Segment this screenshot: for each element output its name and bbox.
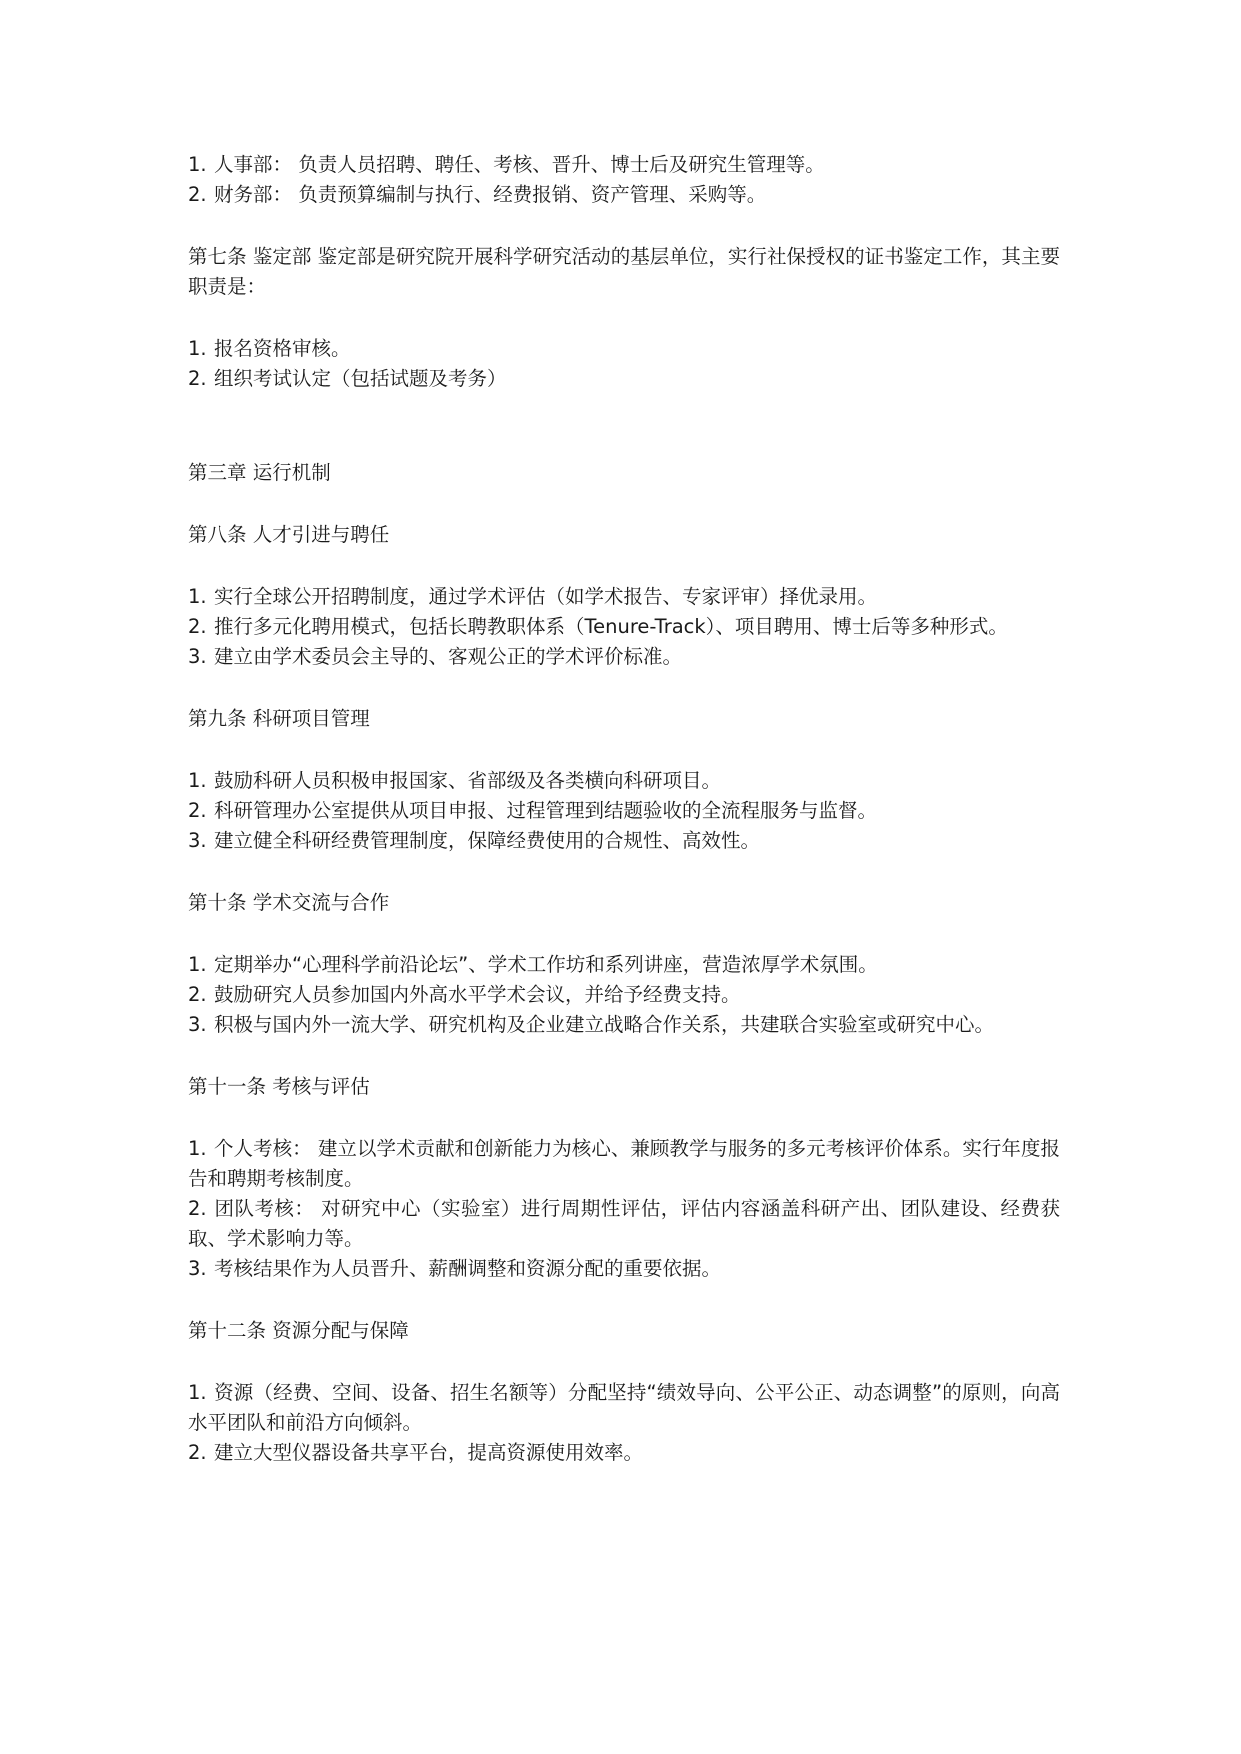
item-number: 2. [188, 799, 207, 822]
item-text: 组织考试认定（包括试题及考务） [214, 367, 507, 390]
list-item [188, 950, 1060, 980]
item-number: 1. [188, 1381, 207, 1404]
item-number: 1. [188, 769, 207, 792]
item-number: 3. [188, 645, 207, 668]
item-number: 1. [188, 953, 207, 976]
item-text: 报名资格审核。 [214, 337, 351, 360]
list-item [188, 1194, 1060, 1254]
item-number: 1. [188, 153, 207, 176]
article-heading: 第十条 学术交流与合作 [188, 891, 390, 914]
list-item [188, 1378, 1060, 1438]
article-heading: 第十二条 资源分配与保障 [188, 1319, 409, 1342]
item-number: 2. [188, 1441, 207, 1464]
item-text: 实行全球公开招聘制度，通过学术评估（如学术报告、专家评审）择优录用。 [214, 585, 878, 608]
list-item [188, 334, 1060, 364]
list-item [188, 766, 1060, 796]
item-number: 2. [188, 983, 207, 1006]
list-item [188, 1438, 1060, 1468]
item-text: 团队考核： 对研究中心（实验室）进行周期性评估，评估内容涵盖科研产出、团队建设、经费获取、学术影响力等。 [188, 1197, 1060, 1250]
list-item [188, 1254, 1060, 1284]
item-text: 人事部： 负责人员招聘、聘任、考核、晋升、博士后及研究生管理等。 [214, 153, 825, 176]
item-text: 推行多元化聘用模式，包括长聘教职体系（Tenure-Track）、项目聘用、博士后等多种形式。 [214, 615, 1008, 638]
item-number: 1. [188, 1137, 207, 1160]
department-list [188, 150, 1060, 210]
list-item [188, 612, 1060, 642]
list-item [188, 1134, 1060, 1194]
item-text: 鼓励科研人员积极申报国家、省部级及各类横向科研项目。 [214, 769, 722, 792]
item-text: 鼓励研究人员参加国内外高水平学术会议，并给予经费支持。 [214, 983, 741, 1006]
item-text: 建立大型仪器设备共享平台，提高资源使用效率。 [214, 1441, 644, 1464]
list-item [188, 364, 1060, 394]
list-item [188, 796, 1060, 826]
item-text: 科研管理办公室提供从项目申报、过程管理到结题验收的全流程服务与监督。 [214, 799, 878, 822]
item-number: 1. [188, 337, 207, 360]
list-item [188, 980, 1060, 1010]
article-heading: 第九条 科研项目管理 [188, 707, 370, 730]
item-number: 2. [188, 183, 207, 206]
duty-list [188, 334, 1060, 394]
item-number: 2. [188, 1197, 207, 1220]
chapter-heading: 第三章 运行机制 [188, 461, 331, 484]
item-text: 财务部： 负责预算编制与执行、经费报销、资产管理、采购等。 [214, 183, 767, 206]
article-10-list [188, 950, 1060, 1040]
article-heading: 第八条 人才引进与聘任 [188, 523, 390, 546]
list-item [188, 180, 1060, 210]
item-text: 资源（经费、空间、设备、招生名额等）分配坚持“绩效导向、公平公正、动态调整”的原则，向高水平团队和前沿方向倾斜。 [188, 1381, 1060, 1434]
item-number: 3. [188, 829, 207, 852]
list-item [188, 826, 1060, 856]
list-item [188, 642, 1060, 672]
item-text: 定期举办“心理科学前沿论坛”、学术工作坊和系列讲座，营造浓厚学术氛围。 [214, 953, 878, 976]
list-item [188, 582, 1060, 612]
article-9-list [188, 766, 1060, 856]
item-number: 3. [188, 1013, 207, 1036]
article-heading: 第十一条 考核与评估 [188, 1075, 370, 1098]
item-number: 3. [188, 1257, 207, 1280]
item-text: 建立由学术委员会主导的、客观公正的学术评价标准。 [214, 645, 683, 668]
item-text: 个人考核： 建立以学术贡献和创新能力为核心、兼顾教学与服务的多元考核评价体系。实行年度报告和聘期考核制度。 [188, 1137, 1060, 1190]
item-number: 2. [188, 367, 207, 390]
article-12-list [188, 1378, 1060, 1468]
list-item [188, 1010, 1060, 1040]
item-text: 积极与国内外一流大学、研究机构及企业建立战略合作关系，共建联合实验室或研究中心。 [214, 1013, 995, 1036]
article-7-paragraph: 第七条 鉴定部 鉴定部是研究院开展科学研究活动的基层单位，实行社保授权的证书鉴定工作，其主要职责是： [188, 245, 1060, 298]
article-8-list [188, 582, 1060, 672]
item-number: 1. [188, 585, 207, 608]
item-number: 2. [188, 615, 207, 638]
item-text: 建立健全科研经费管理制度，保障经费使用的合规性、高效性。 [214, 829, 761, 852]
list-item [188, 150, 1060, 180]
document-page [188, 150, 1060, 1468]
article-11-list [188, 1134, 1060, 1284]
item-text: 考核结果作为人员晋升、薪酬调整和资源分配的重要依据。 [214, 1257, 722, 1280]
